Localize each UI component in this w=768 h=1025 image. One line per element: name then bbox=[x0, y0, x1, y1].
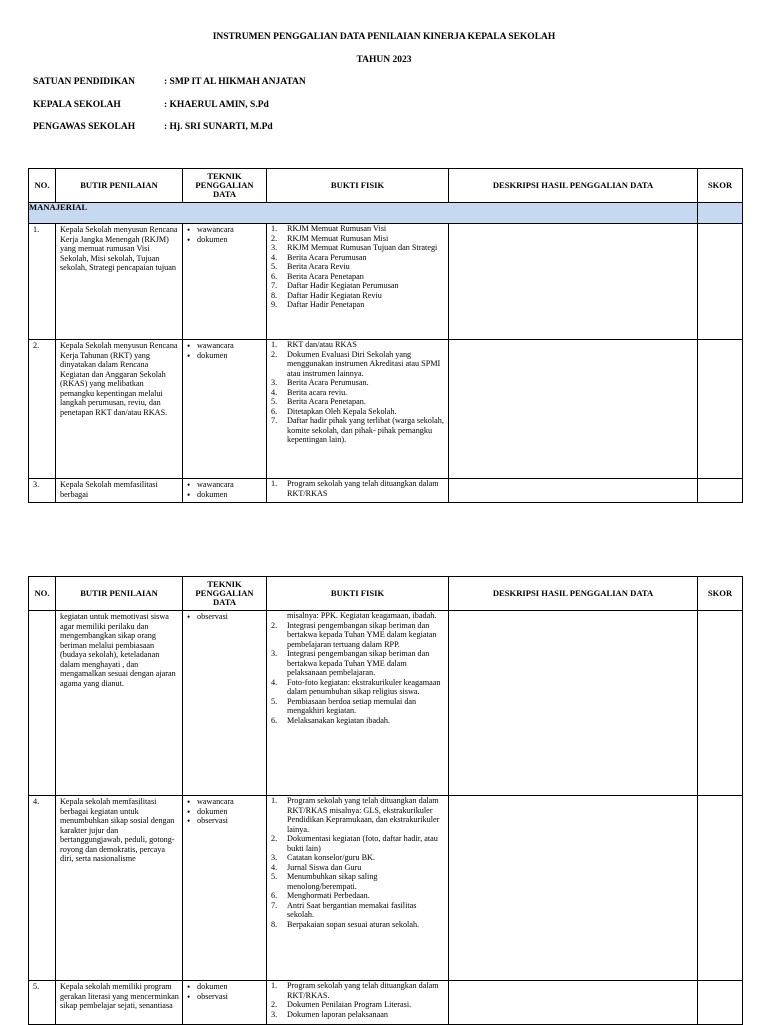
meta-label: KEPALA SEKOLAH bbox=[33, 100, 121, 110]
header-no: NO. bbox=[29, 169, 56, 203]
bukti-item bbox=[271, 834, 445, 853]
table-row bbox=[29, 340, 743, 479]
bukti-number: 3. bbox=[271, 853, 278, 863]
header-skor: SKOR bbox=[698, 577, 743, 611]
bukti-text: Daftar Hadir Kegiatan Reviu bbox=[287, 290, 382, 300]
meta-kepala-sekolah bbox=[33, 100, 269, 110]
bukti-item bbox=[271, 919, 445, 930]
bukti-number: 2. bbox=[271, 834, 278, 844]
butir-penilaian-cell: Kepala sekolah memiliki program gerakan literasi yang mencerminkan sikap pembelajar sejati, senantiasa bbox=[56, 981, 183, 1025]
teknik-penggalian-cell bbox=[183, 340, 267, 479]
bukti-text: Catatan konselor/guru BK. bbox=[287, 853, 375, 863]
row-number: 4. bbox=[29, 796, 56, 981]
bukti-text: Berita Acara Penetapan bbox=[287, 271, 364, 281]
meta-pengawas-sekolah bbox=[33, 122, 273, 132]
bukti-number: 1. bbox=[271, 796, 278, 805]
bukti-text: Dokumen Penilaian Program Literasi. bbox=[287, 1000, 412, 1010]
teknik-penggalian-cell bbox=[183, 479, 267, 503]
bukti-number: 4. bbox=[271, 387, 278, 397]
teknik-item: • wawancara bbox=[197, 480, 266, 490]
teknik-item: • observasi bbox=[197, 612, 266, 622]
bukti-number: 2. bbox=[271, 1000, 278, 1010]
bukti-item bbox=[271, 862, 445, 873]
bukti-number: 7. bbox=[271, 416, 278, 426]
bukti-fisik-cell bbox=[267, 340, 449, 479]
teknik-item: • dokumen bbox=[197, 807, 266, 817]
bukti-number: 1. bbox=[271, 479, 278, 488]
bukti-item bbox=[271, 479, 445, 498]
table-row bbox=[29, 981, 743, 1025]
bukti-item bbox=[271, 649, 445, 678]
bukti-text: Program sekolah yang telah dituangkan dalam RKT/RKAS. bbox=[287, 981, 439, 1000]
meta-label: PENGAWAS SEKOLAH bbox=[33, 122, 136, 132]
teknik-item: • dokumen bbox=[197, 235, 266, 245]
bukti-number: 3. bbox=[271, 378, 278, 388]
bukti-item bbox=[271, 262, 445, 272]
row-number: 5. bbox=[29, 981, 56, 1025]
meta-value: : Hj. SRI SUNARTI, M.Pd bbox=[164, 122, 273, 132]
bukti-item bbox=[271, 406, 445, 417]
bukti-text: misalnya: PPK. Kegiatan keagamaan, ibadah. bbox=[287, 611, 437, 620]
bukti-text: Integrasi pengembangan sikap beriman dan bertakwa kepada Tuhan YME dalam kegiatan pembelajaran tertuang dalam RPP. bbox=[287, 620, 437, 649]
meta-satuan-pendidikan bbox=[33, 77, 306, 87]
butir-penilaian-cell: Kepala Sekolah memfasilitasi berbagai bbox=[56, 479, 183, 503]
bukti-number: 4. bbox=[271, 862, 278, 872]
bukti-item bbox=[271, 224, 445, 234]
bukti-fisik-cell bbox=[267, 611, 449, 796]
bukti-number: 4. bbox=[271, 677, 278, 687]
bukti-item bbox=[271, 340, 445, 350]
deskripsi-cell bbox=[449, 224, 698, 340]
bukti-number: 7. bbox=[271, 281, 278, 291]
bukti-text: Program sekolah yang telah dituangkan dalam RKT/RKAS bbox=[287, 479, 439, 498]
bukti-number: 5. bbox=[271, 872, 278, 882]
butir-penilaian-cell: kegiatan untuk memotivasi siswa agar memiliki perilaku dan mengembangkan sikap orang beriman melalui pembiasaan (budaya sekolah), keteladanan dalam menghayati , dan mengamalkan sesuai dengan ajaran agama yang dianut. bbox=[56, 611, 183, 796]
bukti-number: 2. bbox=[271, 620, 278, 630]
bukti-text: Jurnal Siswa dan Guru bbox=[287, 862, 362, 872]
bukti-text: Menghormati Perbedaan. bbox=[287, 891, 370, 901]
row-number: 3. bbox=[29, 479, 56, 503]
bukti-number: 2. bbox=[271, 233, 278, 243]
header-skor: SKOR bbox=[698, 169, 743, 203]
bukti-text: Daftar Hadir Penetapan bbox=[287, 300, 365, 310]
category-label: MANAJERIAL bbox=[29, 203, 698, 224]
bukti-item bbox=[287, 611, 445, 621]
skor-cell bbox=[698, 611, 743, 796]
bukti-number: 6. bbox=[271, 406, 278, 416]
deskripsi-cell bbox=[449, 340, 698, 479]
meta-value: : KHAERUL AMIN, S.Pd bbox=[164, 100, 269, 110]
teknik-item: • dokumen bbox=[197, 490, 266, 500]
bukti-text: Berita Acara Reviu bbox=[287, 262, 350, 272]
deskripsi-cell bbox=[449, 479, 698, 503]
bukti-item bbox=[271, 281, 445, 291]
bukti-item bbox=[271, 387, 445, 398]
skor-cell bbox=[698, 796, 743, 981]
bukti-number: 7. bbox=[271, 900, 278, 910]
header-butir-penilaian: BUTIR PENILAIAN bbox=[56, 577, 183, 611]
teknik-item: • wawancara bbox=[197, 225, 266, 235]
row-number: 2. bbox=[29, 340, 56, 479]
teknik-penggalian-cell bbox=[183, 796, 267, 981]
butir-penilaian-cell: Kepala Sekolah menyusun Rencana Kerja Tahunan (RKT) yang dinyatakan dalam Rencana Kegiatan dan Anggaran Sekolah (RKAS) yang melibatkan pemangku kepentingan melalui langkah perumusan, reviu, dan penetapan RKT dan/atau RKAS. bbox=[56, 340, 183, 479]
teknik-item: • dokumen bbox=[197, 351, 266, 361]
bukti-text: RKJM Memuat Rumusan Visi bbox=[287, 224, 387, 233]
bukti-number: 3. bbox=[271, 243, 278, 253]
bukti-text: Antri Saat bergantian memakai fasilitas sekolah. bbox=[287, 900, 417, 920]
bukti-text: Pembiasaan berdoa setiap memulai dan mengakhiri kegiatan. bbox=[287, 696, 417, 716]
bukti-number: 5. bbox=[271, 262, 278, 272]
bukti-item bbox=[271, 243, 445, 253]
bukti-number: 1. bbox=[271, 224, 278, 233]
bukti-item bbox=[271, 853, 445, 863]
header-deskripsi: DESKRIPSI HASIL PENGGALIAN DATA bbox=[449, 169, 698, 203]
bukti-text: Berita Acara Perumusan. bbox=[287, 378, 369, 388]
skor-cell bbox=[698, 981, 743, 1025]
bukti-text: Program sekolah yang telah dituangkan dalam RKT/RKAS misalnya: GLS, ekstrakurikuler Pendidikan Kepramukaan, dan ekstrakurikuler lainya. bbox=[287, 796, 440, 834]
bukti-item bbox=[271, 891, 445, 901]
teknik-item: • wawancara bbox=[197, 341, 266, 351]
header-teknik-penggalian: TEKNIK PENGGALIAN DATA bbox=[183, 577, 267, 611]
header-no: NO. bbox=[29, 577, 56, 611]
meta-label: SATUAN PENDIDIKAN bbox=[33, 77, 135, 87]
bukti-item bbox=[271, 677, 445, 697]
bukti-number: 8. bbox=[271, 919, 278, 929]
bukti-text: Foto-foto kegiatan: ekstrakurikuler keagamaan dalam penumbuhan sikap religius siswa. bbox=[287, 677, 441, 697]
skor-cell bbox=[698, 224, 743, 340]
bukti-number: 6. bbox=[271, 891, 278, 901]
bukti-item bbox=[271, 300, 445, 310]
bukti-text: RKT dan/atau RKAS bbox=[287, 340, 357, 349]
category-row bbox=[29, 203, 743, 224]
bukti-item bbox=[271, 1000, 445, 1010]
bukti-text: Dokumen Evaluasi Diri Sekolah yang menggunakan instrumen Akreditasi atau SPMI atau instrumen lainnya. bbox=[287, 349, 441, 378]
bukti-number: 2. bbox=[271, 349, 278, 359]
category-skor-cell bbox=[698, 203, 743, 224]
assessment-table-page-1 bbox=[28, 168, 743, 503]
bukti-number: 9. bbox=[271, 300, 278, 310]
header-butir-penilaian: BUTIR PENILAIAN bbox=[56, 169, 183, 203]
header-deskripsi: DESKRIPSI HASIL PENGGALIAN DATA bbox=[449, 577, 698, 611]
table-row bbox=[29, 796, 743, 981]
bukti-number: 3. bbox=[271, 649, 278, 659]
document-title: INSTRUMEN PENGGALIAN DATA PENILAIAN KINERJA KEPALA SEKOLAH bbox=[212, 32, 556, 42]
bukti-number: 1. bbox=[271, 340, 278, 349]
skor-cell bbox=[698, 340, 743, 479]
meta-value: : SMP IT AL HIKMAH ANJATAN bbox=[164, 77, 306, 87]
teknik-item: • observasi bbox=[197, 816, 266, 826]
bukti-text: Berita Acara Penetapan. bbox=[287, 397, 366, 407]
deskripsi-cell bbox=[449, 796, 698, 981]
bukti-fisik-cell bbox=[267, 479, 449, 503]
table-header-row bbox=[29, 577, 743, 611]
bukti-item bbox=[271, 872, 445, 891]
bukti-item bbox=[271, 796, 445, 834]
bukti-text: Integrasi pengembangan sikap beriman dan bertakwa kepada Tuhan YME dalam pelaksanaan pembelajaran. bbox=[287, 649, 430, 678]
bukti-item bbox=[271, 900, 445, 920]
document-year: TAHUN 2023 bbox=[356, 55, 412, 65]
bukti-item bbox=[271, 696, 445, 716]
bukti-item bbox=[271, 620, 445, 650]
bukti-item bbox=[271, 290, 445, 301]
deskripsi-cell bbox=[449, 981, 698, 1025]
row-number bbox=[29, 611, 56, 796]
bukti-number: 6. bbox=[271, 715, 278, 725]
header-teknik-penggalian: TEKNIK PENGGALIAN DATA bbox=[183, 169, 267, 203]
teknik-item: • wawancara bbox=[197, 797, 266, 807]
teknik-penggalian-cell bbox=[183, 224, 267, 340]
bukti-number: 3. bbox=[271, 1009, 278, 1019]
bukti-number: 4. bbox=[271, 252, 278, 262]
bukti-text: Daftar Hadir Kegiatan Perumusan bbox=[287, 281, 399, 291]
bukti-text: Menumbuhkan sikap saling menolong/berempati. bbox=[287, 872, 378, 891]
bukti-item bbox=[271, 233, 445, 244]
bukti-item bbox=[271, 981, 445, 1000]
bukti-text: Ditetapkan Oleh Kepala Sekolah. bbox=[287, 406, 397, 416]
bukti-item bbox=[271, 271, 445, 282]
assessment-table-page-2 bbox=[28, 576, 743, 1025]
bukti-item bbox=[271, 349, 445, 379]
table-row bbox=[29, 224, 743, 340]
bukti-fisik-cell bbox=[267, 981, 449, 1025]
bukti-text: Dokumen laporan pelaksanaan bbox=[287, 1009, 388, 1019]
butir-penilaian-cell: Kepala Sekolah menyusun Rencana Kerja Jangka Menengah (RKJM) yang memuat rumusan Visi Sekolah, Misi sekolah, Tujuan sekolah, Strategi pencapaian tujuan bbox=[56, 224, 183, 340]
bukti-text: Berita Acara Perumusan bbox=[287, 252, 367, 262]
bukti-item bbox=[271, 715, 445, 726]
bukti-item bbox=[271, 252, 445, 263]
teknik-item: • dokumen bbox=[197, 982, 266, 992]
bukti-item bbox=[271, 378, 445, 388]
bukti-item bbox=[271, 1009, 445, 1020]
bukti-fisik-cell bbox=[267, 224, 449, 340]
deskripsi-cell bbox=[449, 611, 698, 796]
header-bukti-fisik: BUKTI FISIK bbox=[267, 169, 449, 203]
bukti-item bbox=[271, 397, 445, 407]
teknik-penggalian-cell bbox=[183, 611, 267, 796]
table-header-row bbox=[29, 169, 743, 203]
bukti-text: Berpakaian sopan sesuai aturan sekolah. bbox=[287, 919, 420, 929]
bukti-text: RKJM Memuat Rumusan Tujuan dan Strategi bbox=[287, 243, 438, 253]
butir-penilaian-cell: Kepala sekolah memfasilitasi berbagai kegiatan untuk menumbuhkan sikap sosial dengan karakter jujur dan bertanggungjawab, peduli, gotong- royong dan demokratis, percaya diri, serta nasionalisme bbox=[56, 796, 183, 981]
bukti-number: 5. bbox=[271, 696, 278, 706]
teknik-item: • observasi bbox=[197, 992, 266, 1002]
bukti-number: 1. bbox=[271, 981, 278, 990]
teknik-penggalian-cell bbox=[183, 981, 267, 1025]
skor-cell bbox=[698, 479, 743, 503]
bukti-text: RKJM Memuat Rumusan Misi bbox=[287, 233, 389, 243]
bukti-number: 5. bbox=[271, 397, 278, 407]
bukti-text: Dokumentasi kegiatan (foto, daftar hadir, atau bukti lain) bbox=[287, 834, 438, 853]
bukti-text: Melaksanakan kegiatan ibadah. bbox=[287, 715, 390, 725]
bukti-text: Daftar hadir pihak yang terlibat (warga sekolah, komite sekolah, dan pihak- pihak pemangku kepentingan lain). bbox=[287, 416, 444, 445]
header-bukti-fisik: BUKTI FISIK bbox=[267, 577, 449, 611]
table-row bbox=[29, 611, 743, 796]
bukti-text: Berita acara reviu. bbox=[287, 387, 348, 397]
row-number: 1. bbox=[29, 224, 56, 340]
bukti-item bbox=[271, 416, 445, 445]
bukti-fisik-cell bbox=[267, 796, 449, 981]
bukti-number: 6. bbox=[271, 271, 278, 281]
bukti-number: 8. bbox=[271, 290, 278, 300]
table-row bbox=[29, 479, 743, 503]
